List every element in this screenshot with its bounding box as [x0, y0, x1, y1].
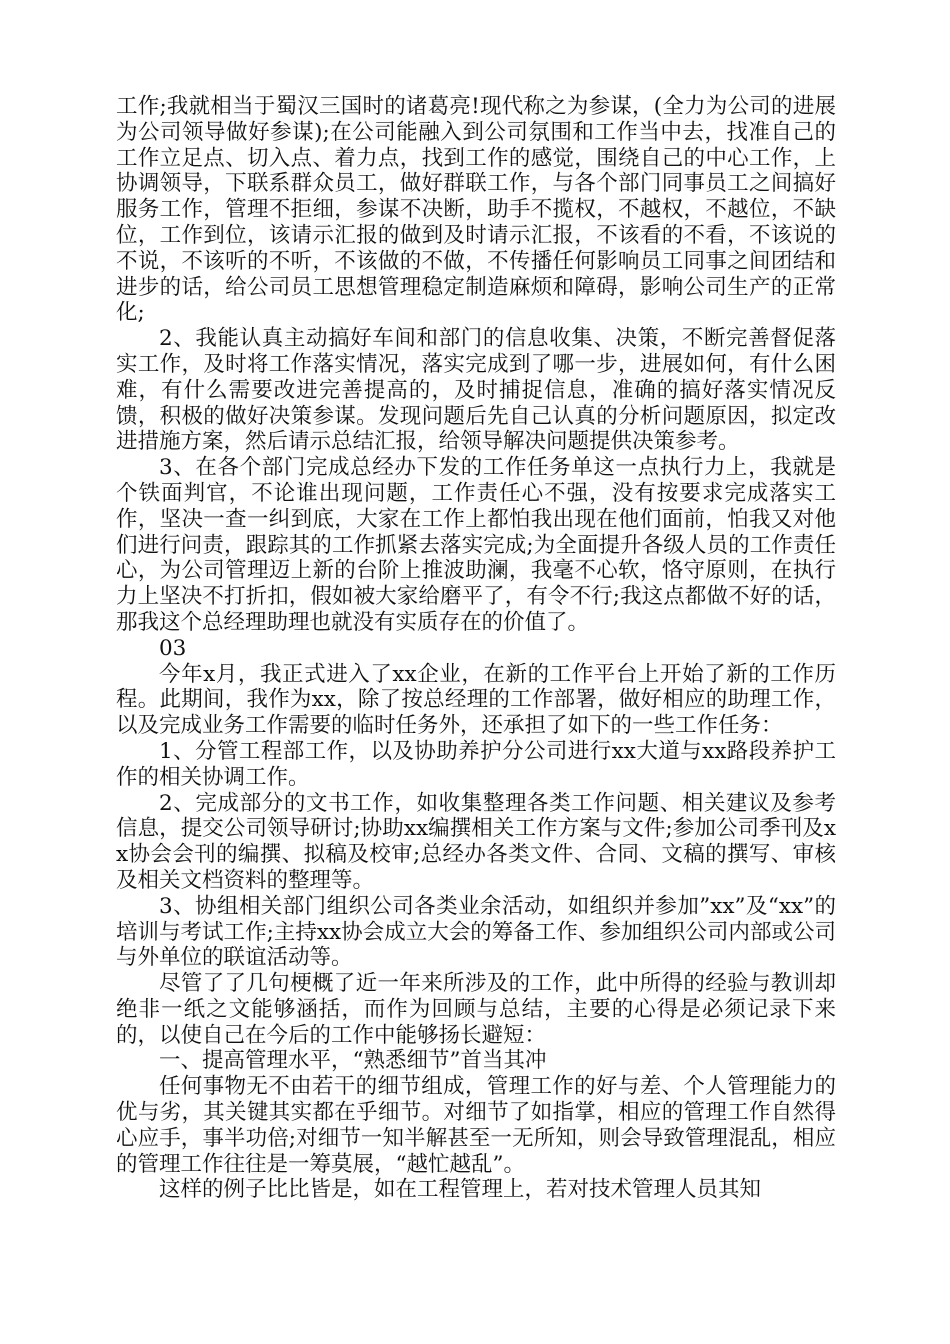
paragraph-item-2-info-collection: 2、我能认真主动搞好车间和部门的信息收集、决策，不断完善督促落实工作，及时将工作落实情况，落实完成到了哪一步，进展如何，有什么困难，有什么需要改进完善提高的，及时捕捉信息，准确的搞好落实情况反馈，积极的做好决策参谋。发现问题后先自己认真的分析问题原因，拟定改进措施方案，然后请示总结汇报，给领导解决问题提供决策参考。: [116, 326, 836, 455]
document-page: [116, 94, 836, 1203]
paragraph-task-2: 2、完成部分的文书工作，如收集整理各类工作问题、相关建议及参考信息，提交公司领导研讨;协助xx编撰相关工作方案与文件;参加公司季刊及xx协会会刊的编撰、拟稿及校审;总经办各类文件、合同、文稿的撰写、审核及相关文档资料的整理等。: [116, 790, 836, 893]
paragraph-summary-intro: 尽管了了几句梗概了近一年来所涉及的工作，此中所得的经验与教训却绝非一纸之文能够涵括，而作为回顾与总结，主要的心得是必须记录下来的，以使自己在今后的工作中能够扬长避短：: [116, 971, 836, 1048]
paragraph-task-1: 1、分管工程部工作，以及协助养护分公司进行xx大道与xx路段养护工作的相关协调工作。: [116, 738, 836, 790]
section-number-03: 03: [159, 635, 187, 661]
paragraph-intro-this-year: 今年x月，我正式进入了xx企业，在新的工作平台上开始了新的工作历程。此期间，我作为xx，除了按总经理的工作部署，做好相应的助理工作，以及完成业务工作需要的临时任务外，还承担了如下的一些工作任务：: [116, 661, 836, 739]
paragraph-continued-duties: 工作;我就相当于蜀汉三国时的诸葛亮!现代称之为参谋，(全力为公司的进展为公司领导做好参谋);在公司能融入到公司氛围和工作当中去，找准自己的工作立足点、切入点、着力点，找到工作的感觉，围绕自己的中心工作，上协调领导，下联系群众员工，做好群联工作，与各个部门同事员工之间搞好服务工作，管理不拒细，参谋不决断，助手不揽权，不越权，不越位，不缺位，工作到位，该请示汇报的做到及时请示汇报，不该看的不看，不该说的不说，不该听的不听，不该做的不做，不传播任何影响员工同事之间团结和进步的话，给公司员工思想管理稳定制造麻烦和障碍，影响公司生产的正常化;: [116, 94, 836, 326]
heading-section-one: 一、提高管理水平，“熟悉细节”首当其冲: [159, 1048, 547, 1074]
paragraph-details: 任何事物无不由若干的细节组成，管理工作的好与差、个人管理能力的优与劣，其关键其实都在乎细节。对细节了如指掌，相应的管理工作自然得心应手，事半功倍;对细节一知半解甚至一无所知，则会导致管理混乱，相应的管理工作往往是一筹莫展，“越忙越乱”。: [116, 1074, 836, 1177]
paragraph-example: 这样的例子比比皆是，如在工程管理上，若对技术管理人员其知: [159, 1177, 762, 1203]
paragraph-task-3: 3、协组相关部门组织公司各类业余活动，如组织并参加”xx”及“xx”的培训与考试工作;主持xx协会成立大会的筹备工作、参加组织公司内部或公司与外单位的联谊活动等。: [116, 893, 836, 971]
paragraph-item-3-execution: 3、在各个部门完成总经办下发的工作任务单这一点执行力上，我就是个铁面判官，不论谁出现问题，工作责任心不强，没有按要求完成落实工作，坚决一查一纠到底，大家在工作上都怕我出现在他们面前，怕我又对他们进行问责，跟踪其的工作抓紧去落实完成;为全面提升各级人员的工作责任心，为公司管理迈上新的台阶上推波助澜，我毫不心软，恪守原则，在执行力上坚决不打折扣，假如被大家给磨平了，有令不行;我这点都做不好的话，那我这个总经理助理也就没有实质存在的价值了。: [116, 455, 836, 635]
